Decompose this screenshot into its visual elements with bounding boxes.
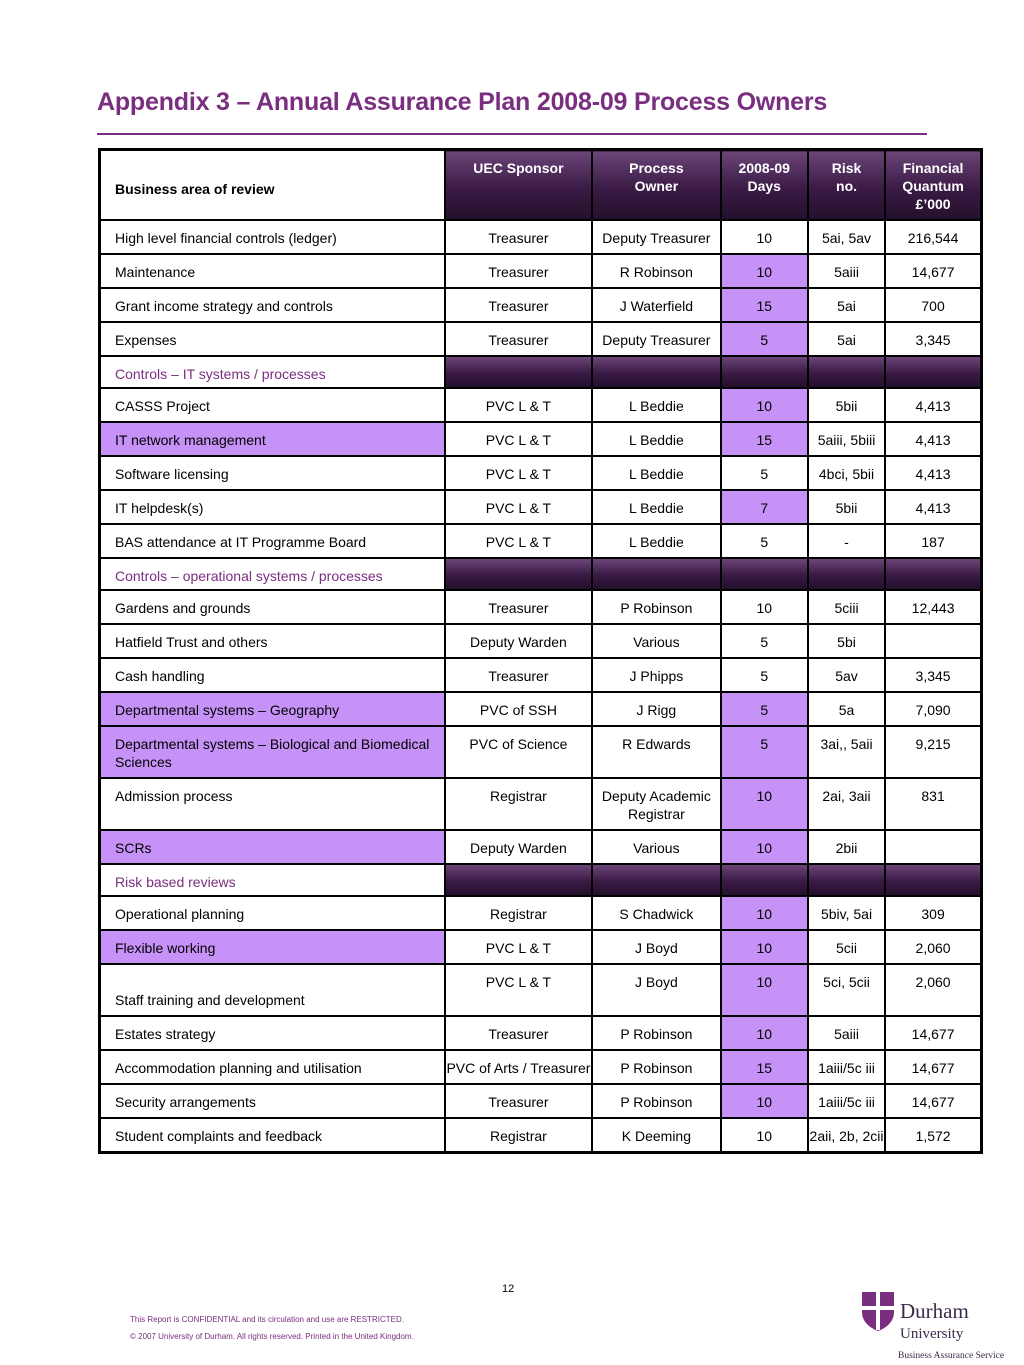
cell-area: Student complaints and feedback [100,1118,445,1153]
cell-owner: R Robinson [592,254,720,288]
table-row [100,220,982,254]
section-heading: Controls – IT systems / processes [100,356,445,388]
cell-sponsor: Treasurer [445,658,593,692]
section-band-cell [445,864,593,896]
cell-risk: 5biv, 5ai [808,896,885,930]
cell-sponsor: PVC of SSH [445,692,593,726]
section-band-cell [445,558,593,590]
cell-sponsor: PVC L & T [445,930,593,964]
table-row [100,964,982,1016]
cell-risk: 5aiii [808,254,885,288]
section-band-cell [721,558,808,590]
table-row [100,524,982,558]
cell-area: Hatfield Trust and others [100,624,445,658]
cell-sponsor: Deputy Warden [445,624,593,658]
cell-sponsor: PVC L & T [445,422,593,456]
section-band-cell [885,558,981,590]
cell-financial: 309 [885,896,981,930]
cell-risk: 1aiii/5c iii [808,1084,885,1118]
cell-owner: L Beddie [592,490,720,524]
cell-days: 15 [721,1050,808,1084]
cell-days: 10 [721,964,808,1016]
cell-risk: 2aii, 2b, 2cii [808,1118,885,1153]
cell-financial: 4,413 [885,422,981,456]
cell-sponsor: Registrar [445,1118,593,1153]
table-header-row [100,150,982,221]
section-band-cell [445,356,593,388]
cell-sponsor: Treasurer [445,288,593,322]
cell-days: 5 [721,624,808,658]
section-band-cell [885,356,981,388]
cell-days: 10 [721,220,808,254]
table-row [100,388,982,422]
cell-owner: J Rigg [592,692,720,726]
cell-owner: L Beddie [592,524,720,558]
cell-owner: Deputy Treasurer [592,322,720,356]
table-row [100,778,982,830]
cell-days: 10 [721,254,808,288]
cell-financial: 1,572 [885,1118,981,1153]
cell-area: Departmental systems – Biological and Biomedical Sciences [100,726,445,778]
cell-risk: 5bi [808,624,885,658]
cell-sponsor: PVC L & T [445,964,593,1016]
footer-confidential: This Report is CONFIDENTIAL and its circulation and use are RESTRICTED. [130,1315,405,1324]
section-band-cell [808,558,885,590]
process-owners-table [98,148,983,1154]
cell-financial: 831 [885,778,981,830]
cell-financial: 700 [885,288,981,322]
cell-days: 10 [721,388,808,422]
cell-sponsor: PVC L & T [445,388,593,422]
cell-financial: 14,677 [885,1084,981,1118]
cell-risk: 3ai,, 5aii [808,726,885,778]
section-band-cell [592,356,720,388]
cell-owner: P Robinson [592,1084,720,1118]
column-header-sponsor: UEC Sponsor [445,150,593,221]
footer-copyright: © 2007 University of Durham. All rights reserved. Printed in the United Kingdom. [130,1332,414,1341]
table-row [100,1050,982,1084]
cell-owner: P Robinson [592,1016,720,1050]
cell-area: Admission process [100,778,445,830]
cell-area: Departmental systems – Geography [100,692,445,726]
cell-days: 10 [721,1084,808,1118]
cell-financial: 12,443 [885,590,981,624]
table-row [100,692,982,726]
cell-area: CASSS Project [100,388,445,422]
section-band-cell [721,356,808,388]
cell-sponsor: Treasurer [445,220,593,254]
cell-area: Staff training and development [100,964,445,1016]
cell-risk: 5a [808,692,885,726]
cell-owner: L Beddie [592,456,720,490]
cell-risk: 5bii [808,388,885,422]
cell-financial: 216,544 [885,220,981,254]
table-row [100,658,982,692]
cell-risk: 5ai [808,322,885,356]
cell-risk: 2bii [808,830,885,864]
cell-sponsor: Deputy Warden [445,830,593,864]
section-row [100,864,982,896]
table-row [100,1118,982,1153]
cell-owner: Various [592,830,720,864]
cell-area: Flexible working [100,930,445,964]
cell-area: Expenses [100,322,445,356]
cell-owner: P Robinson [592,590,720,624]
cell-risk: 5av [808,658,885,692]
cell-financial: 187 [885,524,981,558]
table-row [100,830,982,864]
page-title: Appendix 3 – Annual Assurance Plan 2008-09 Process Owners [97,88,828,116]
table-row [100,322,982,356]
section-band-cell [592,558,720,590]
cell-area: Maintenance [100,254,445,288]
cell-days: 10 [721,1118,808,1153]
cell-days: 5 [721,456,808,490]
cell-risk: 5aiii, 5biii [808,422,885,456]
title-divider [97,133,927,135]
cell-financial: 7,090 [885,692,981,726]
cell-owner: L Beddie [592,422,720,456]
cell-days: 5 [721,692,808,726]
cell-area: Security arrangements [100,1084,445,1118]
cell-risk: 2ai, 3aii [808,778,885,830]
cell-owner: J Boyd [592,930,720,964]
logo-service: Business Assurance Service [898,1351,1005,1361]
cell-owner: S Chadwick [592,896,720,930]
cell-financial: 14,677 [885,1050,981,1084]
table-row [100,254,982,288]
cell-sponsor: PVC L & T [445,524,593,558]
table-row [100,624,982,658]
cell-days: 10 [721,930,808,964]
cell-area: High level financial controls (ledger) [100,220,445,254]
cell-owner: J Waterfield [592,288,720,322]
cell-risk: 1aiii/5c iii [808,1050,885,1084]
cell-days: 5 [721,726,808,778]
section-band-cell [592,864,720,896]
cell-sponsor: Treasurer [445,1016,593,1050]
cell-financial: 14,677 [885,1016,981,1050]
cell-area: Estates strategy [100,1016,445,1050]
cell-sponsor: PVC L & T [445,490,593,524]
table-row [100,456,982,490]
cell-financial [885,830,981,864]
cell-sponsor: Treasurer [445,322,593,356]
cell-financial [885,624,981,658]
cell-days: 10 [721,896,808,930]
cell-area: SCRs [100,830,445,864]
cell-sponsor: Treasurer [445,254,593,288]
cell-financial: 2,060 [885,964,981,1016]
table-row [100,1016,982,1050]
table-row [100,422,982,456]
cell-risk: 5aiii [808,1016,885,1050]
cell-sponsor: Treasurer [445,590,593,624]
cell-sponsor: PVC of Science [445,726,593,778]
cell-financial: 4,413 [885,490,981,524]
cell-area: Gardens and grounds [100,590,445,624]
table-row [100,930,982,964]
cell-days: 10 [721,1016,808,1050]
column-header-days: 2008-09 Days [721,150,808,221]
cell-risk: 4bci, 5bii [808,456,885,490]
column-header-financial: Financial Quantum £’000 [885,150,981,221]
cell-days: 10 [721,590,808,624]
cell-risk: 5ci, 5cii [808,964,885,1016]
section-row [100,356,982,388]
table-row [100,490,982,524]
cell-financial: 14,677 [885,254,981,288]
cell-owner: P Robinson [592,1050,720,1084]
cell-days: 10 [721,778,808,830]
section-heading: Controls – operational systems / processes [100,558,445,590]
page-number: 12 [502,1283,515,1295]
cell-area: Accommodation planning and utilisation [100,1050,445,1084]
cell-financial: 2,060 [885,930,981,964]
cell-risk: 5ai [808,288,885,322]
cell-days: 7 [721,490,808,524]
cell-days: 5 [721,524,808,558]
cell-area: Grant income strategy and controls [100,288,445,322]
cell-sponsor: PVC of Arts / Treasurer [445,1050,593,1084]
cell-sponsor: Treasurer [445,1084,593,1118]
cell-risk: 5cii [808,930,885,964]
section-band-cell [885,864,981,896]
cell-risk: 5ciii [808,590,885,624]
cell-risk: - [808,524,885,558]
cell-risk: 5ai, 5av [808,220,885,254]
cell-area: Cash handling [100,658,445,692]
cell-owner: J Boyd [592,964,720,1016]
cell-owner: Deputy Treasurer [592,220,720,254]
cell-owner: R Edwards [592,726,720,778]
section-band-cell [808,356,885,388]
cell-owner: Deputy Academic Registrar [592,778,720,830]
table-row [100,288,982,322]
shield-icon [860,1290,896,1332]
cell-sponsor: Registrar [445,778,593,830]
durham-logo [858,1288,1018,1363]
table-row [100,726,982,778]
section-band-cell [808,864,885,896]
cell-owner: J Phipps [592,658,720,692]
cell-area: BAS attendance at IT Programme Board [100,524,445,558]
cell-financial: 3,345 [885,322,981,356]
section-row [100,558,982,590]
cell-owner: Various [592,624,720,658]
cell-days: 5 [721,322,808,356]
column-header-area: Business area of review [100,150,445,221]
table-row [100,1084,982,1118]
cell-area: IT network management [100,422,445,456]
table-row [100,590,982,624]
cell-financial: 4,413 [885,388,981,422]
cell-owner: K Deeming [592,1118,720,1153]
cell-sponsor: Registrar [445,896,593,930]
cell-days: 5 [721,658,808,692]
cell-days: 10 [721,830,808,864]
cell-financial: 4,413 [885,456,981,490]
cell-financial: 3,345 [885,658,981,692]
column-header-owner: Process Owner [592,150,720,221]
cell-area: Operational planning [100,896,445,930]
cell-financial: 9,215 [885,726,981,778]
table-row [100,896,982,930]
cell-owner: L Beddie [592,388,720,422]
logo-university: University [900,1326,964,1342]
logo-name: Durham [900,1299,969,1323]
cell-days: 15 [721,288,808,322]
cell-days: 15 [721,422,808,456]
cell-risk: 5bii [808,490,885,524]
column-header-risk: Risk no. [808,150,885,221]
cell-area: Software licensing [100,456,445,490]
section-band-cell [721,864,808,896]
section-heading: Risk based reviews [100,864,445,896]
cell-area: IT helpdesk(s) [100,490,445,524]
cell-sponsor: PVC L & T [445,456,593,490]
